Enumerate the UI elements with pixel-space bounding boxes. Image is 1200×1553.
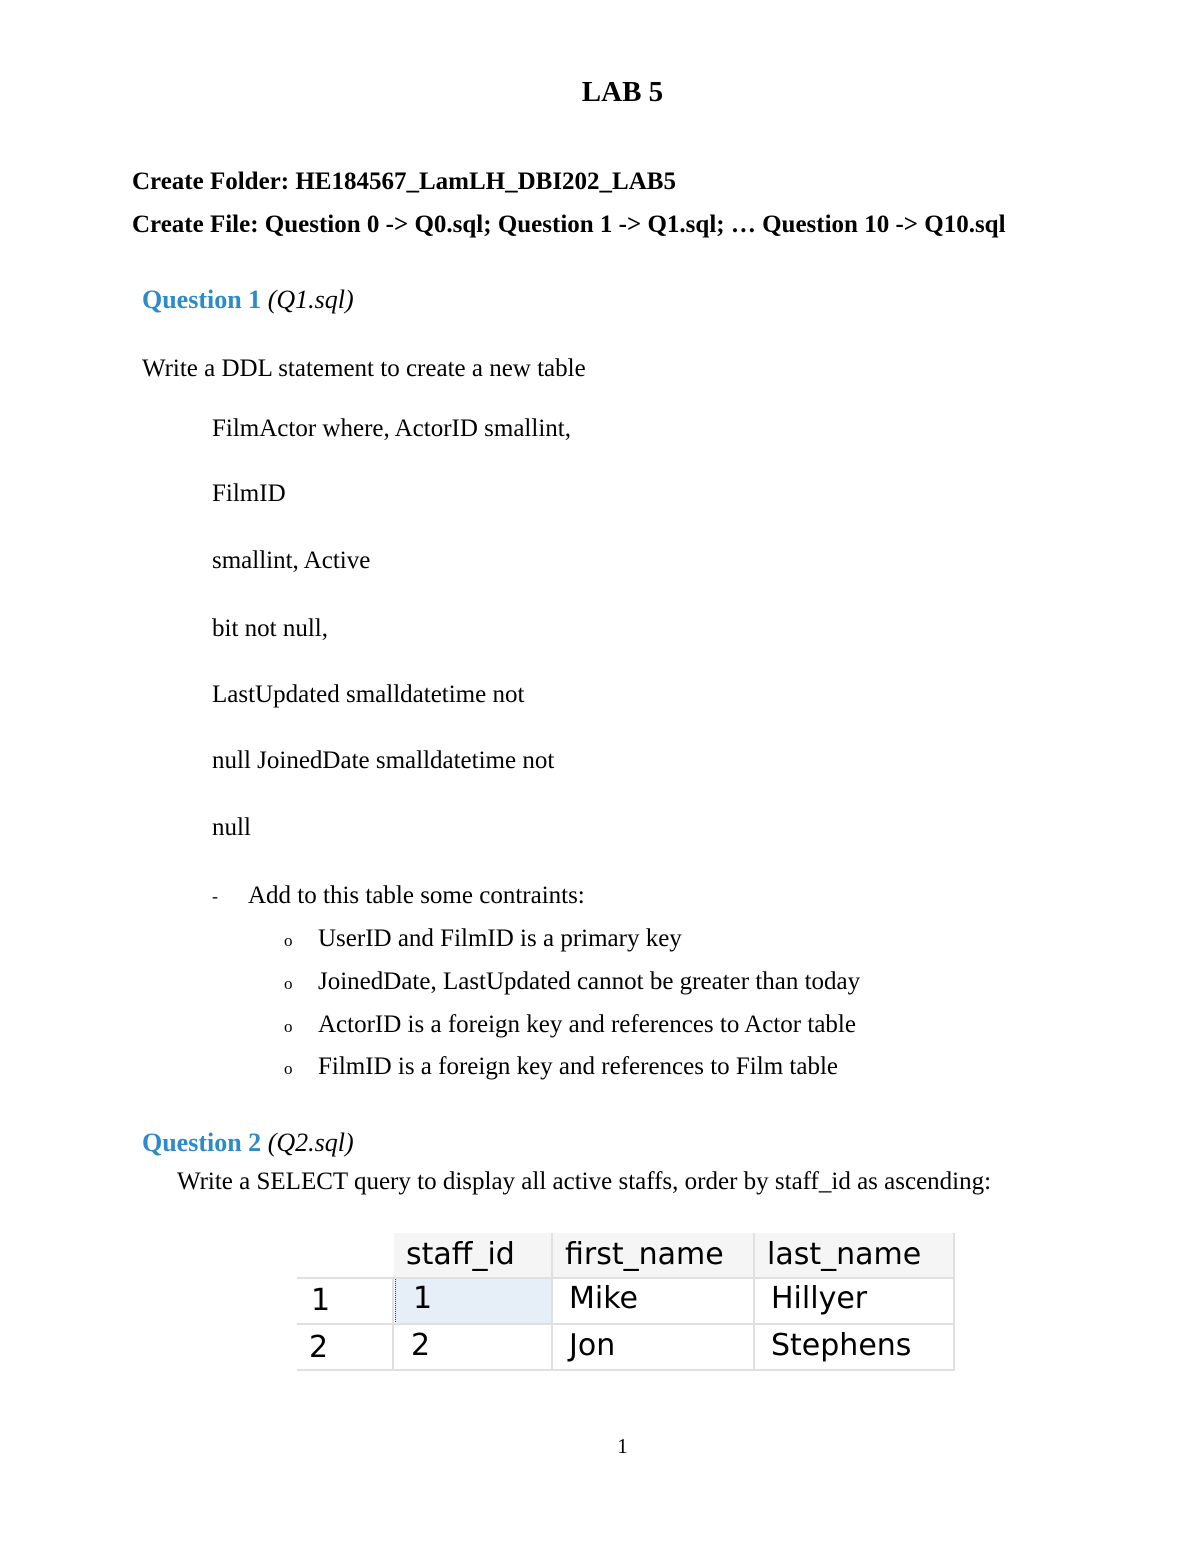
- grid-line: [297, 1323, 955, 1325]
- row-number: 2: [309, 1330, 329, 1365]
- question-1-line: smallint, Active: [212, 547, 371, 574]
- question-1-line: FilmID: [212, 480, 286, 507]
- table-cell: Hillyer: [771, 1281, 868, 1316]
- constraint-item: FilmID is a foreign key and references to Film table: [318, 1053, 838, 1080]
- constraint-item: ActorID is a foreign key and references to Actor table: [318, 1011, 856, 1038]
- column-header-staff-id: staff_id: [394, 1233, 551, 1277]
- column-header-first-name: first_name: [553, 1233, 753, 1277]
- question-1-file: (Q1.sql): [267, 285, 354, 314]
- page-title: LAB 5: [581, 76, 664, 108]
- circle-bullet: o: [284, 1017, 293, 1036]
- circle-bullet: o: [284, 931, 293, 950]
- circle-bullet: o: [284, 1059, 293, 1078]
- table-cell: Mike: [569, 1281, 638, 1316]
- question-1-line: null JoinedDate smalldatetime not: [212, 747, 555, 774]
- circle-bullet: o: [284, 974, 293, 993]
- table-cell: Stephens: [771, 1328, 912, 1363]
- question-2-file: (Q2.sql): [267, 1128, 354, 1157]
- question-1-line: FilmActor where, ActorID smallint,: [212, 415, 571, 442]
- question-1-line: bit not null,: [212, 615, 328, 642]
- question-2-intro: Write a SELECT query to display all active staffs, order by staff_id as ascending:: [177, 1168, 992, 1195]
- question-1-label: Question 1: [142, 285, 262, 314]
- create-folder-instruction: Create Folder: HE184567_LamLH_DBI202_LAB5: [132, 168, 676, 195]
- column-header-last-name: last_name: [755, 1233, 955, 1277]
- constraint-item: UserID and FilmID is a primary key: [318, 925, 682, 952]
- question-1-line: LastUpdated smalldatetime not: [212, 681, 525, 708]
- table-cell: 2: [411, 1328, 431, 1363]
- create-file-instruction: Create File: Question 0 -> Q0.sql; Question 1 -> Q1.sql; … Question 10 -> Q10.sql: [132, 211, 1006, 238]
- question-1-line: null: [212, 814, 251, 841]
- grid-line: [551, 1233, 553, 1371]
- grid-line: [297, 1369, 955, 1371]
- grid-line: [297, 1277, 955, 1279]
- constraint-intro: Add to this table some contraints:: [248, 882, 585, 909]
- constraint-item: JoinedDate, LastUpdated cannot be greater than today: [318, 968, 861, 995]
- dash-bullet: -: [212, 886, 218, 906]
- question-1-heading: [142, 285, 354, 315]
- question-2-label: Question 2: [142, 1128, 262, 1157]
- question-2-heading: [142, 1128, 354, 1158]
- grid-line: [753, 1233, 755, 1371]
- table-cell: 1: [413, 1281, 433, 1316]
- row-number: 1: [311, 1283, 331, 1318]
- page-number: 1: [617, 1434, 628, 1458]
- result-grid: [297, 1233, 957, 1371]
- question-1-intro: Write a DDL statement to create a new table: [142, 355, 586, 382]
- grid-line: [953, 1233, 955, 1371]
- table-cell: Jon: [569, 1328, 616, 1363]
